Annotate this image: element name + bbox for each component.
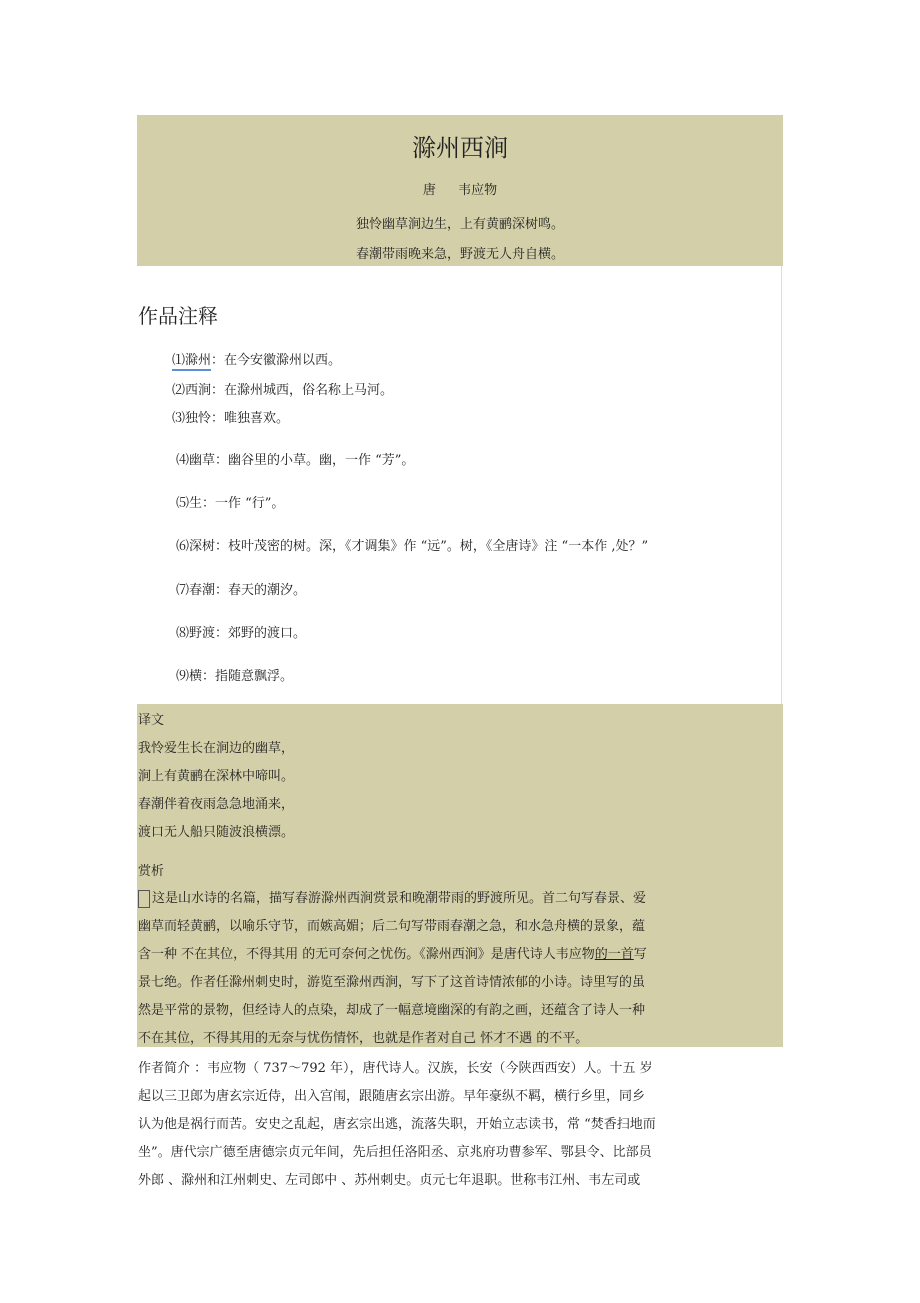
notes-heading: 作品注释 <box>138 304 218 328</box>
bio-line: 作者简介 ：韦应物（ 737～792 年），唐代诗人。汉族，长安（今陕西西安）人。十五 岁 <box>138 1061 653 1076</box>
translation-line: 春潮伴着夜雨急急地涌来， <box>138 797 295 812</box>
appreciation-line <box>138 887 646 908</box>
note-item: ⑶独怜：唯独喜欢。 <box>172 411 290 426</box>
appreciation-text: 含一种 不在其位，不得其用 的无可奈何之忧伤。《滁州西涧》是唐代诗人韦应物 <box>138 947 595 962</box>
bio-line: 坐”。唐代宗广德至唐德宗贞元年间，先后担任洛阳丞、京兆府功曹参军、鄂县令、比部员 <box>138 1145 652 1160</box>
note-item: ⑺春潮：春天的潮汐。 <box>176 583 307 598</box>
appreciation-line: 景七绝。作者任滁州刺史时，游览至滁州西涧，写下了这首诗情浓郁的小诗。诗里写的虽 <box>138 975 646 990</box>
note-item: ⑵西涧：在滁州城西，俗名称上马河。 <box>172 383 394 398</box>
appreciation-line: 不在其位，不得其用的无奈与忧伤情怀，也就是作者对自己 怀才不遇 的不平。 <box>138 1031 589 1046</box>
underlined-text: 的一首 <box>594 947 634 962</box>
appreciation-heading: 赏析 <box>138 864 165 879</box>
note-term-link[interactable]: ⑴滁州 <box>172 353 211 371</box>
bio-line: 外郎 、滁州和江州刺史、左司郎中 、苏州刺史。贞元七年退职。世称韦江州、韦左司或 <box>138 1173 641 1188</box>
bio-line: 起以三卫郎为唐玄宗近侍，出入宫闱，跟随唐玄宗出游。早年豪纵不羁，横行乡里，同乡 <box>138 1089 646 1104</box>
poem-line: 春潮带雨晚来急，野渡无人舟自横。 <box>355 247 564 262</box>
note-item: ⑹深树：枝叶茂密的树。深，《才调集》作 “远”。树，《全唐诗》注 “一本作 ,处？” <box>176 539 649 554</box>
text-cursor-box[interactable] <box>138 890 150 908</box>
poem-author: 韦应物 <box>458 183 498 198</box>
poem-title: 滁州西涧 <box>412 134 508 162</box>
note-item: ⑸生：一作 “行”。 <box>176 496 285 511</box>
note-item: ⑷幽草：幽谷里的小草。幽，一作 “芳”。 <box>176 453 415 468</box>
translation-line: 涧上有黄鹂在深林中啼叫。 <box>138 769 295 784</box>
translation-line: 渡口无人船只随波浪横漂。 <box>138 825 295 840</box>
translation-line: 我怜爱生长在涧边的幽草， <box>138 741 295 756</box>
note-item: ⑼横：指随意飘浮。 <box>176 669 294 684</box>
appreciation-line: 然是平常的景物，但经诗人的点染，却成了一幅意境幽深的有韵之画，还蕴含了诗人一种 <box>138 1003 646 1018</box>
note-text: ：在今安徽滁州以西。 <box>211 353 342 368</box>
poem-line: 独怜幽草涧边生，上有黄鹂深树鸣。 <box>355 217 564 232</box>
poem-byline <box>0 179 920 198</box>
appreciation-text: 这是山水诗的名篇，描写春游滁州西涧赏景和晚潮带雨的野渡所见。首二句写春景、爱 <box>152 891 647 906</box>
poem-dynasty: 唐 <box>422 183 436 198</box>
appreciation-line <box>138 943 647 962</box>
appreciation-line: 幽草而轻黄鹂，以喻乐守节，而嫉高媚；后二句写带雨春潮之急，和水急舟横的景象，蕴 <box>138 919 646 934</box>
bio-line: 认为他是祸行而苦。安史之乱起，唐玄宗出逃，流落失职，开始立志读书，常 “焚香扫地而 <box>138 1117 656 1132</box>
appreciation-text: 写 <box>633 947 647 962</box>
note-item: ⑻野渡：郊野的渡口。 <box>176 626 307 641</box>
translation-heading: 译文 <box>138 713 165 728</box>
note-item <box>172 349 341 368</box>
